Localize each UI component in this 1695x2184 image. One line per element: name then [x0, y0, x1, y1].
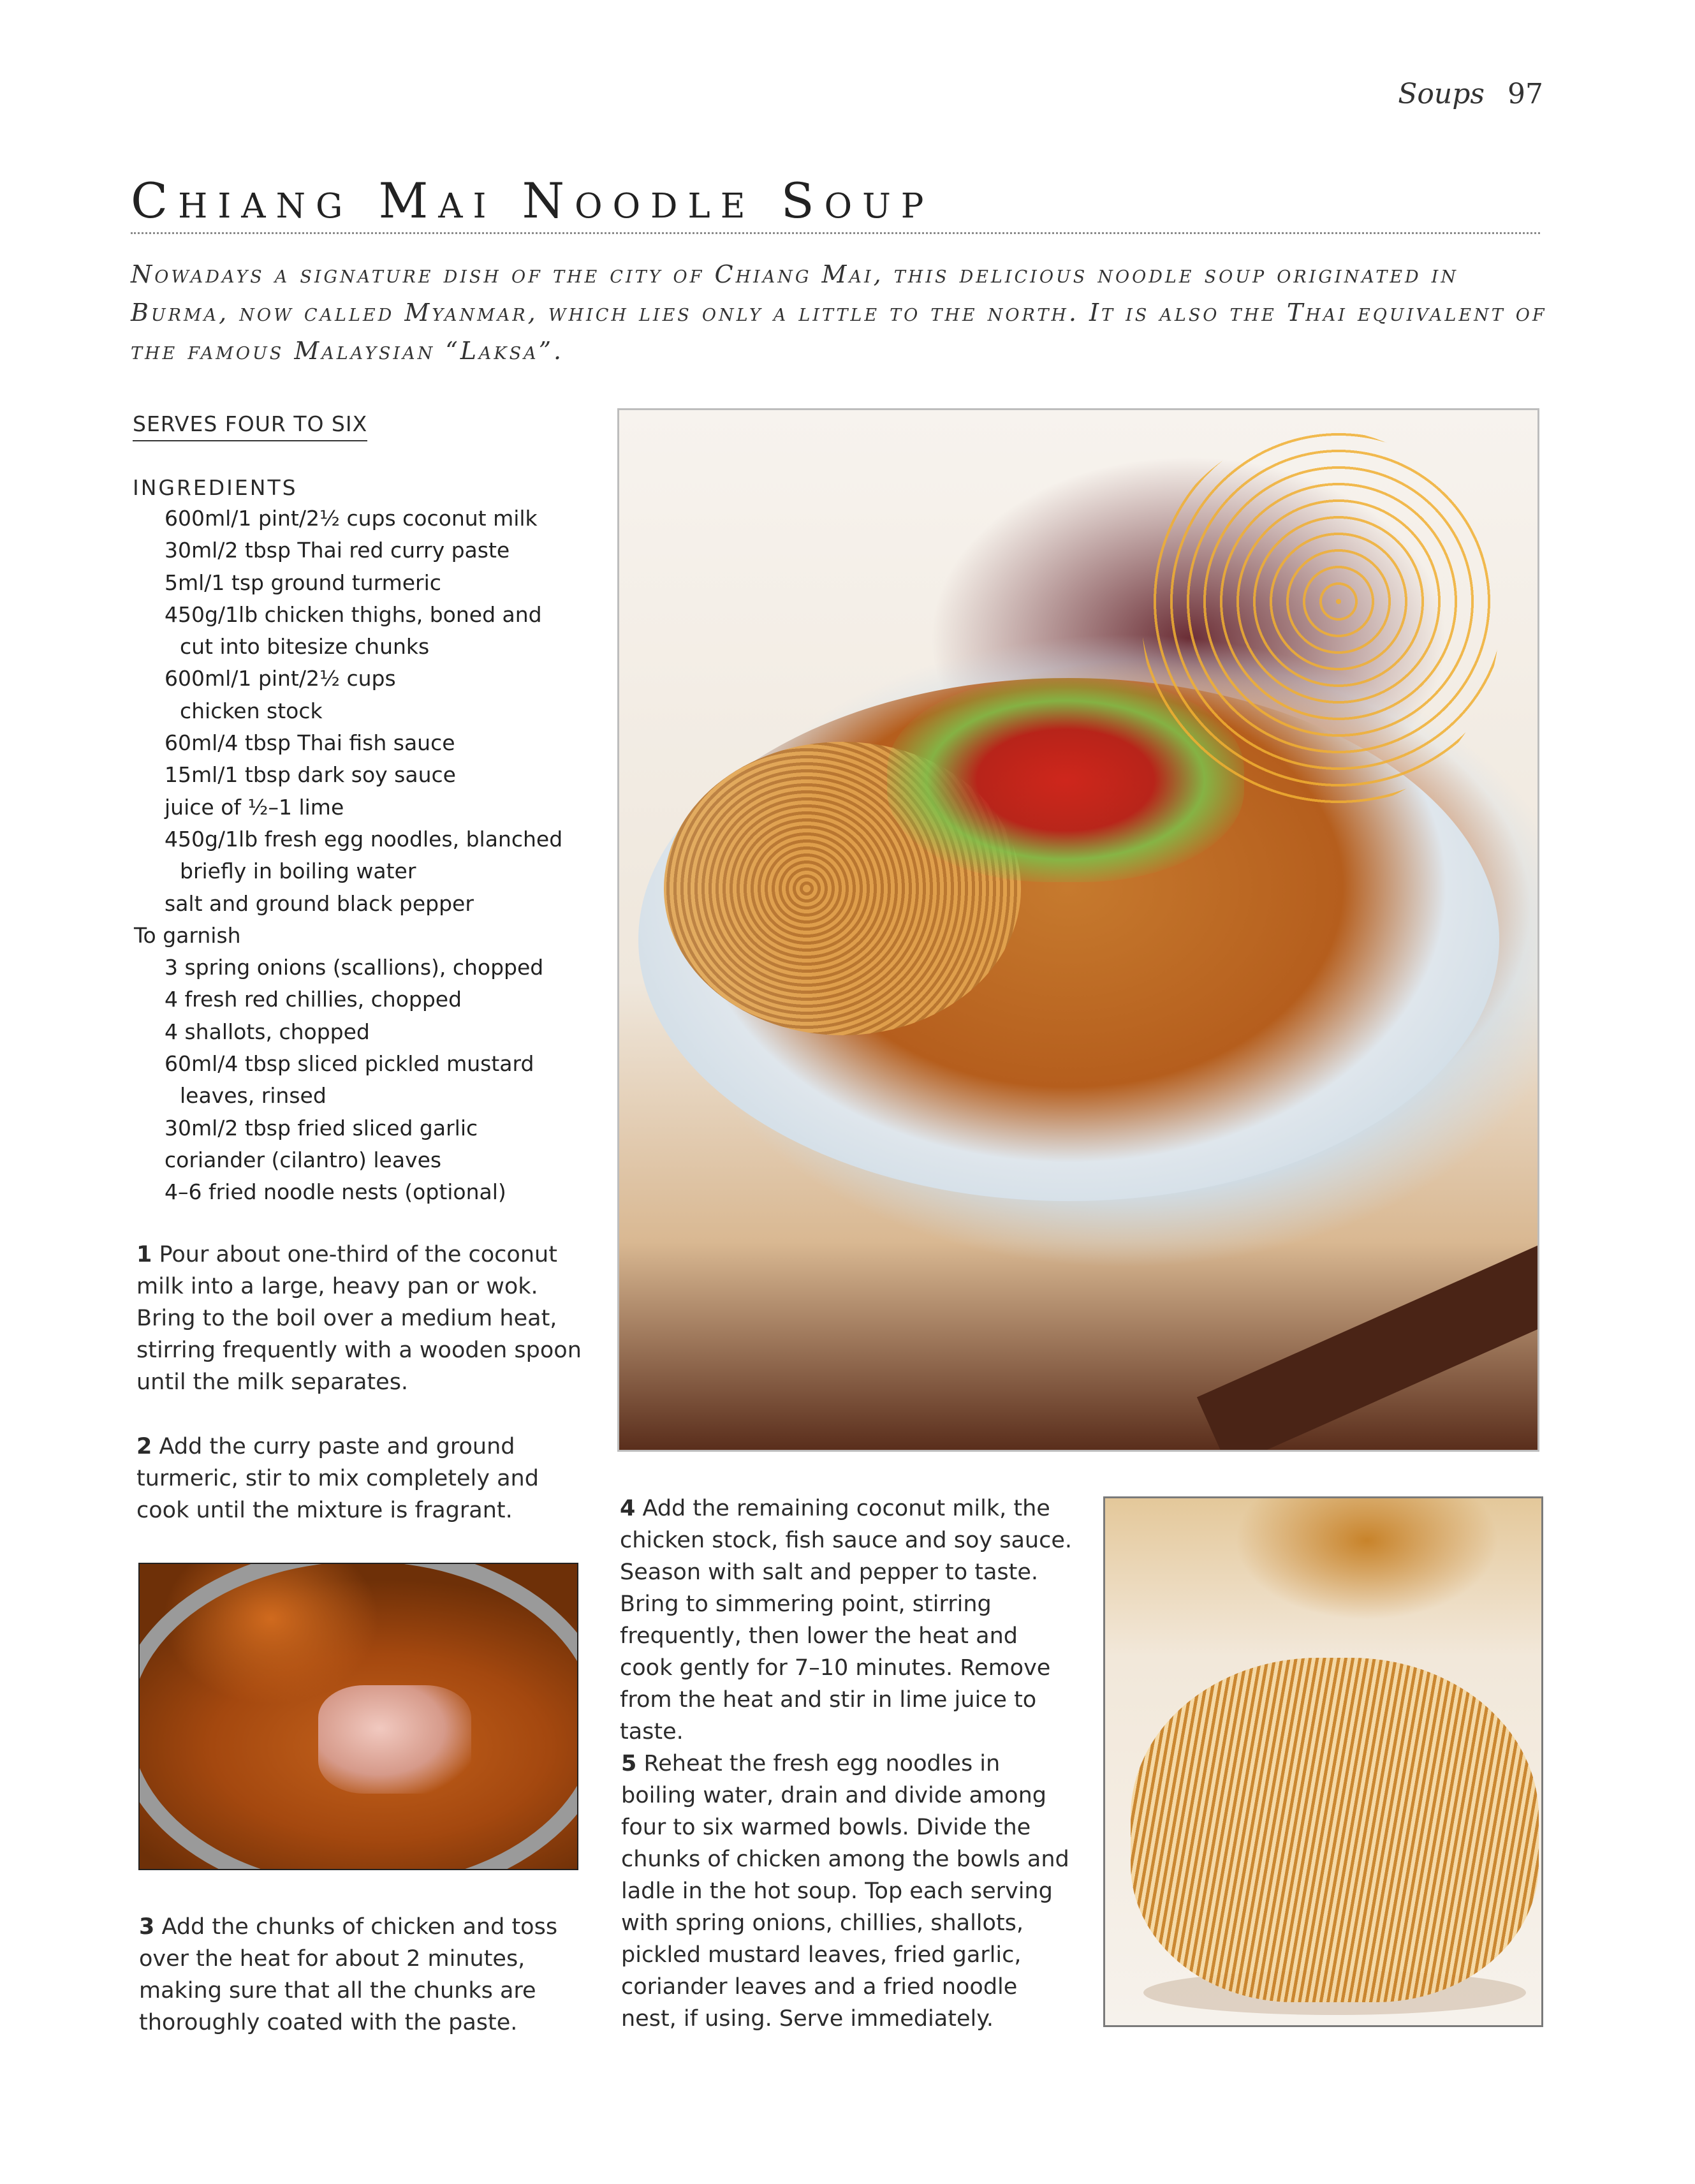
step-text: Pour about one-third of the coconut milk into a large, heavy pan or wok. Bring to the boil over a medium heat, stirring frequently with a wooden spoon until the milk separates.: [136, 1242, 582, 1395]
chopsticks-shape: [1197, 1216, 1539, 1452]
step-2: [136, 1431, 583, 1526]
ingredient-line: 30ml/2 tbsp Thai red curry paste: [165, 538, 510, 563]
noodle-nest-shape: [1131, 1658, 1539, 2002]
ingredient-line: 30ml/2 tbsp fried sliced garlic: [165, 1115, 478, 1140]
step-3: [139, 1911, 585, 2039]
step-number: 4: [620, 1496, 636, 1521]
page-number: 97: [1508, 78, 1543, 110]
ingredient-line: 4–6 fried noodle nests (optional): [165, 1179, 506, 1205]
ingredient-line: 60ml/4 tbsp sliced pickled mustard: [165, 1051, 534, 1077]
ingredient-line: cut into bitesize chunks: [180, 634, 430, 660]
step-number: 3: [139, 1914, 155, 1940]
ingredient-line: 4 fresh red chillies, chopped: [165, 987, 462, 1012]
step-5: [621, 1748, 1074, 2035]
ingredient-line: 450g/1lb chicken thighs, boned and: [165, 601, 542, 627]
ingredient-line: 450g/1lb fresh egg noodles, blanched: [165, 826, 563, 852]
step-text: Add the remaining coconut milk, the chicken stock, fish sauce and soy sauce. Season with salt and pepper to taste. Bring to simmering point, stirring frequently, then lower the heat and cook gently for 7–10 minutes. Remove from the heat and stir in lime juice to taste.: [620, 1496, 1072, 1745]
step-number: 2: [136, 1434, 152, 1459]
ingredient-line: 4 shallots, chopped: [165, 1019, 370, 1044]
ingredient-line: chicken stock: [180, 698, 323, 723]
section-name: Soups: [1398, 78, 1485, 110]
running-header: [1371, 78, 1543, 110]
garnish-heading: To garnish: [134, 922, 241, 948]
serves-label: SERVES FOUR TO SIX: [133, 411, 367, 441]
chicken-shape: [318, 1685, 471, 1794]
ingredient-line: juice of ½–1 lime: [165, 794, 344, 820]
step-number: 1: [136, 1242, 152, 1267]
ingredient-line: 600ml/1 pint/2½ cups coconut milk: [165, 506, 538, 531]
ingredient-line: 600ml/1 pint/2½ cups: [165, 666, 396, 691]
ingredient-line: 60ml/4 tbsp Thai fish sauce: [165, 730, 455, 756]
ingredient-line: 5ml/1 tsp ground turmeric: [165, 570, 441, 595]
noodle-nest-photo: [1103, 1496, 1543, 2027]
fried-nest-shape: [1142, 429, 1499, 812]
title-divider: [131, 232, 1540, 234]
ingredient-line: leaves, rinsed: [180, 1083, 327, 1109]
ingredient-line: coriander (cilantro) leaves: [165, 1147, 442, 1172]
soup-bowl-photo: [617, 408, 1539, 1452]
ingredients-list: [134, 503, 593, 1209]
recipe-title: Chiang Mai Noodle Soup: [131, 172, 934, 229]
ingredients-heading: INGREDIENTS: [133, 475, 298, 500]
step-text: Add the chunks of chicken and toss over the heat for about 2 minutes, making sure that all the chunks are thoroughly coated with the paste.: [139, 1914, 558, 2035]
step-text: Add the curry paste and ground turmeric, stir to mix completely and cook until the mixture is fragrant.: [136, 1434, 539, 1523]
step-4: [620, 1493, 1073, 1748]
ingredient-line: briefly in boiling water: [180, 859, 416, 884]
step-number: 5: [621, 1751, 637, 1776]
step-1: [136, 1239, 583, 1398]
ingredient-line: 3 spring onions (scallions), chopped: [165, 955, 544, 980]
ingredient-line: 15ml/1 tbsp dark soy sauce: [165, 762, 456, 788]
curry-pan-photo: [138, 1563, 578, 1870]
recipe-intro: Nowadays a signature dish of the city of Chiang Mai, this delicious noodle soup originated in Burma, now called Myanmar, which lies only a little to the north. It is also the Thai equivalent of the famous Malaysian “Laksa”.: [131, 260, 1547, 365]
step-text: Reheat the fresh egg noodles in boiling water, drain and divide among four to six warmed bowls. Divide the chunks of chicken among the bowls and ladle in the hot soup. Top each serving with spring onions, chillies, shallots, pickled mustard leaves, fried garlic, coriander leaves and a fried noodle nest, if using. Serve immediately.: [621, 1751, 1069, 2032]
ingredient-line: salt and ground black pepper: [165, 890, 474, 916]
